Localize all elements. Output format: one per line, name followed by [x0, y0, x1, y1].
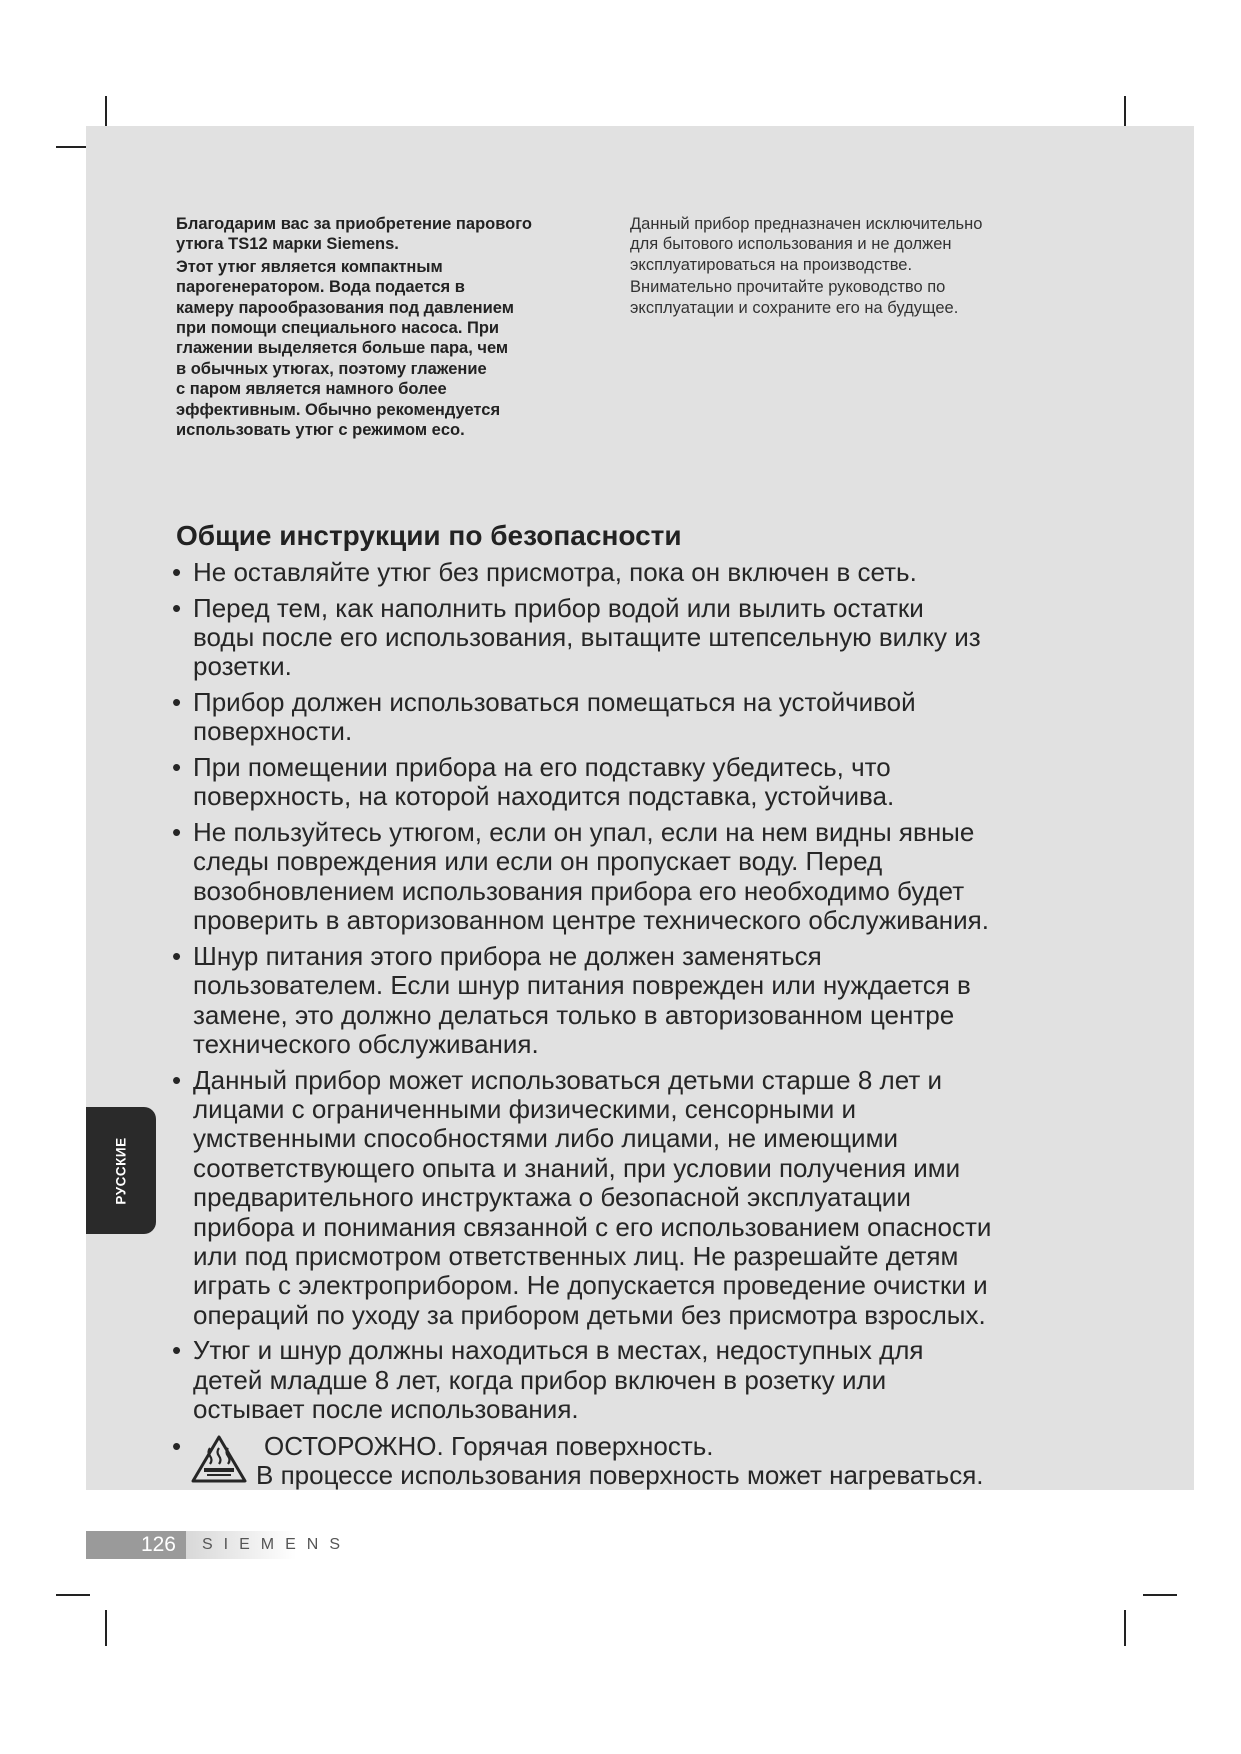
- list-item: • При помещении прибора на его подставку убедитесь, что поверхность, на которой находится подставка, устойчива.: [172, 752, 895, 812]
- caution-title: ОСТОРОЖНО. Горячая поверхность.: [264, 1431, 714, 1461]
- language-side-tab: [86, 1107, 156, 1234]
- bullet-icon: •: [172, 1064, 182, 1095]
- intro-left-column: [176, 214, 616, 442]
- caution-text: В процессе использования поверхность может нагреваться.: [256, 1460, 984, 1491]
- crop-mark: [56, 146, 90, 148]
- list-item: • Данный прибор может использоваться детьми старше 8 лет и лицами с ограниченными физическими, сенсорными и умственными способностями либо лицами, не имеющими соответствующего опыта и знаний, при условии получения ими предварительного инструктажа о безопасной эксплуатации прибора и понимания связанной с его использованием опасности или под присмотром ответственных лиц. Не разрешайте детям играть с электроприбором. Не допускается проведение очистки и операций по уходу за прибором детьми без присмотра взрослых.: [172, 1064, 992, 1330]
- list-item: • Прибор должен использоваться помещаться на устойчивой поверхности.: [172, 687, 916, 747]
- intro-paragraph: Этот утюг является компактным парогенератором. Вода подается в камеру парообразования под давлением при помощи специального насоса. При глажении выделяется больше пара, чем в обычных утюгах, поэтому глажение с паром является намного более эффективным. Обычно рекомендуется использовать утюг с режимом eco.: [176, 257, 514, 440]
- list-item: • Не пользуйтесь утюгом, если он упал, если на нем видны явные следы повреждения или если он пропускает воду. Перед возобновлением использования прибора его необходимо будет проверить в авторизованном центре технического обслуживания.: [172, 817, 989, 936]
- language-tab-label: РУССКИЕ: [113, 1136, 129, 1205]
- bullet-icon: •: [172, 940, 182, 971]
- crop-mark: [105, 1610, 107, 1646]
- list-item: • Не оставляйте утюг без присмотра, пока он включен в сеть.: [172, 557, 917, 587]
- crop-mark: [1143, 1594, 1177, 1596]
- list-item: • Шнур питания этого прибора не должен заменяться пользователем. Если шнур питания поврежден или нуждается в замене, это должно делаться только в авторизованном центре технического обслуживания.: [172, 940, 971, 1060]
- intro-paragraph: Данный прибор предназначен исключительно для бытового использования и не должен эксплуатироваться на производстве.: [630, 215, 983, 274]
- bullet-icon: •: [172, 557, 182, 587]
- intro-right-column: [630, 214, 1100, 320]
- bullet-icon: •: [172, 1431, 182, 1461]
- crop-mark: [56, 1594, 90, 1596]
- intro-paragraph: Внимательно прочитайте руководство по эксплуатации и сохраните его на будущее.: [630, 278, 959, 317]
- bullet-icon: •: [172, 1335, 182, 1366]
- bullet-icon: •: [172, 592, 182, 623]
- section-title: Общие инструкции по безопасности: [176, 520, 682, 551]
- list-item: • Перед тем, как наполнить прибор водой или вылить остатки воды после его использования, вытащите штепсельную вилку из розетки.: [172, 592, 981, 682]
- bullet-icon: •: [172, 817, 182, 847]
- bullet-icon: •: [172, 687, 182, 717]
- list-item: • Утюг и шнур должны находиться в местах, недоступных для детей младше 8 лет, когда прибор включен в розетку или остывает после использования.: [172, 1335, 924, 1425]
- crop-mark: [1124, 1610, 1126, 1646]
- safety-instructions-list: [172, 558, 1092, 1431]
- hot-surface-warning-icon: [190, 1434, 248, 1484]
- bullet-icon: •: [172, 752, 182, 782]
- intro-paragraph: Благодарим вас за приобретение парового утюга TS12 марки Siemens.: [176, 215, 532, 254]
- brand-logo: SIEMENS: [202, 1536, 352, 1553]
- page-number: 126: [140, 1533, 176, 1556]
